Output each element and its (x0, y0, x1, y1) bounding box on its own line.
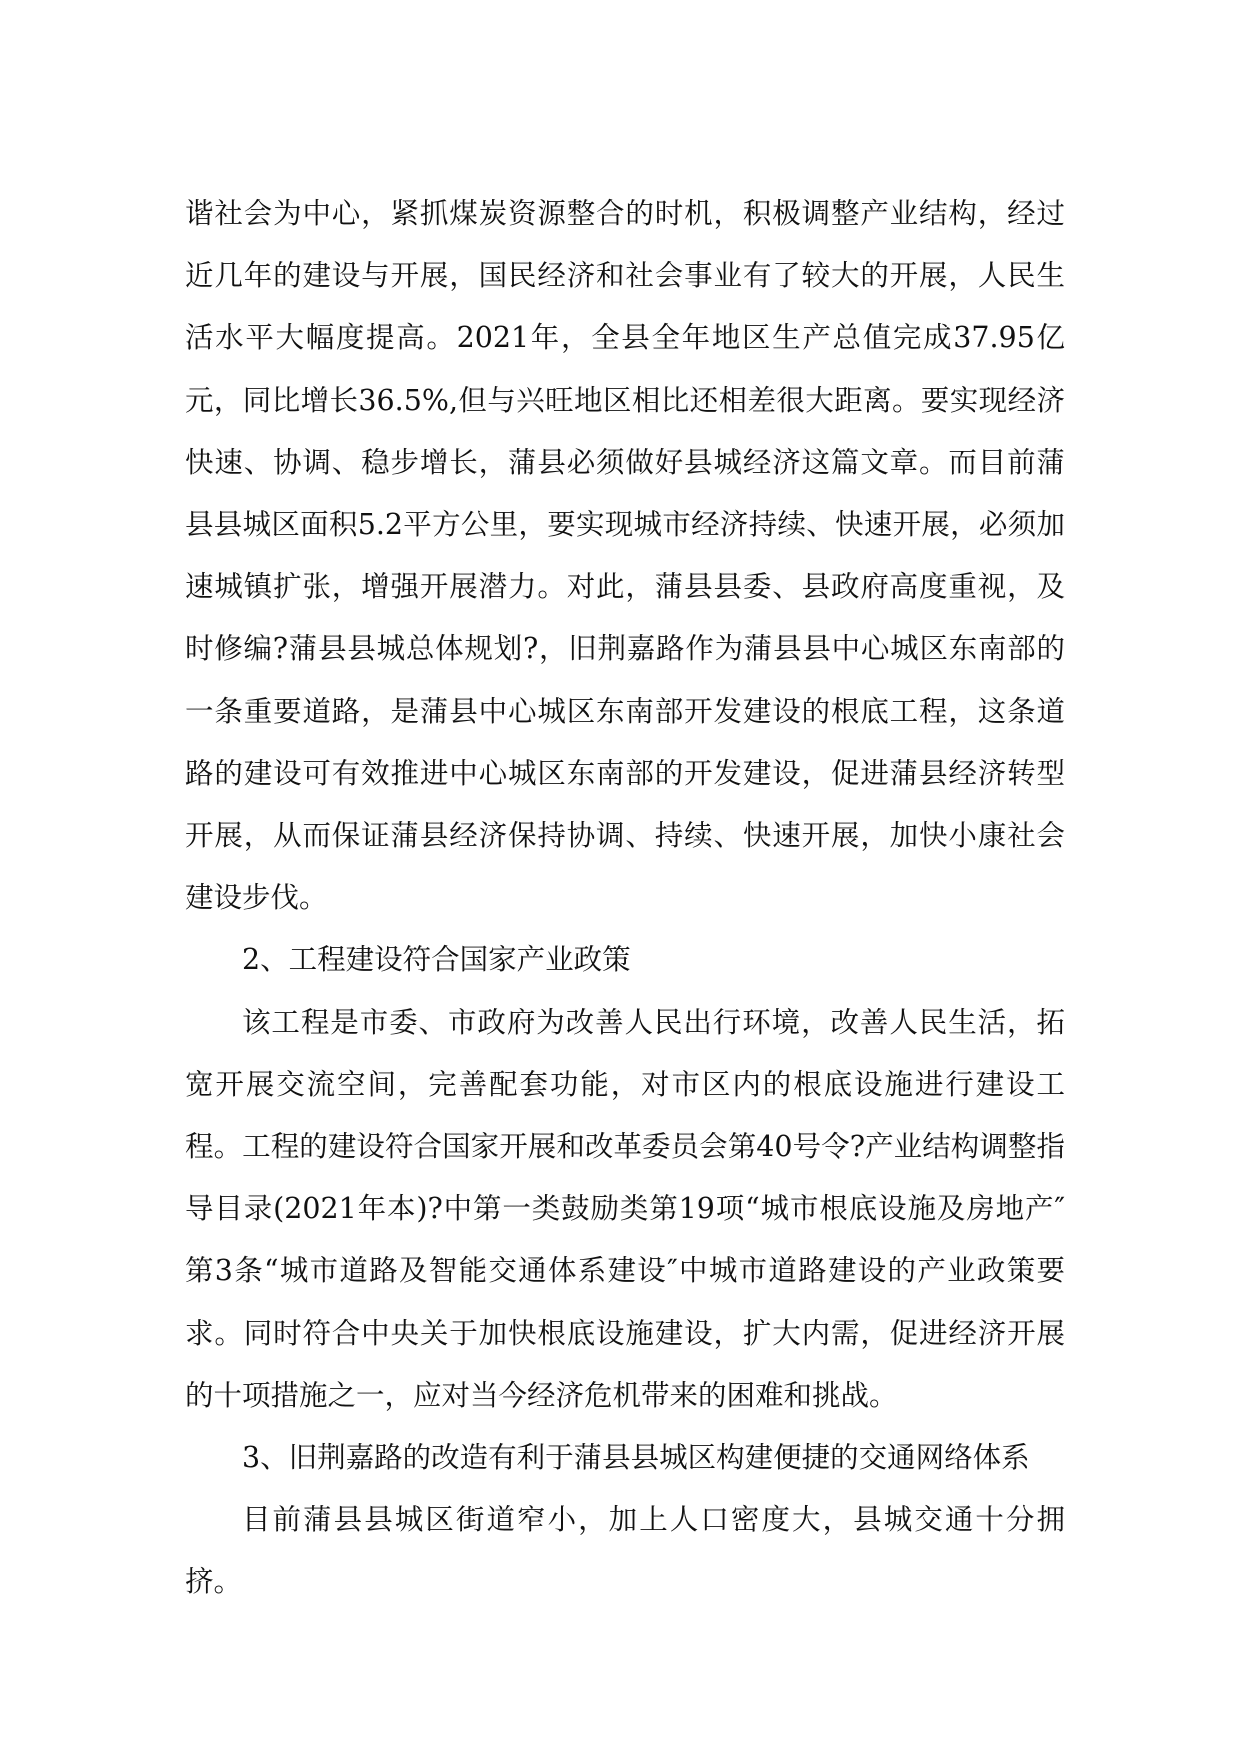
section-heading-3: 3、旧荆嘉路的改造有利于蒲县县城区构建便捷的交通网络体系 (242, 1441, 1030, 1475)
document-body (185, 183, 1065, 1614)
body-paragraph-3: 目前蒲县县城区街道窄小，加上人口密度大，县城交通十分拥挤。 (185, 1503, 1065, 1599)
body-paragraph-2: 该工程是市委、市政府为改善人民出行环境，改善人民生活，拓宽开展交流空间，完善配套功能，对市区内的根底设施进行建设工程。工程的建设符合国家开展和改革委员会第40号令?产业结构调整指导目录(2021年本)?中第一类鼓励类第19项“城市根底设施及房地产″第3条“城市道路及智能交通体系建设″中城市道路建设的产业政策要求。同时符合中央关于加快根底设施建设，扩大内需，促进经济开展的十项措施之一，应对当今经济危机带来的困难和挑战。 (185, 1005, 1065, 1412)
body-paragraph-1: 谐社会为中心，紧抓煤炭资源整合的时机，积极调整产业结构，经过近几年的建设与开展，国民经济和社会事业有了较大的开展，人民生活水平大幅度提高。2021年，全县全年地区生产总值完成37.95亿元，同比增长36.5%,但与兴旺地区相比还相差很大距离。要实现经济快速、协调、稳步增长，蒲县必须做好县城经济这篇文章。而目前蒲县县城区面积5.2平方公里，要实现城市经济持续、快速开展，必须加速城镇扩张，增强开展潜力。对此，蒲县县委、县政府高度重视，及时修编?蒲县县城总体规划?，旧荆嘉路作为蒲县县中心城区东南部的一条重要道路，是蒲县中心城区东南部开发建设的根底工程，这条道路的建设可有效推进中心城区东南部的开发建设，促进蒲县经济转型开展，从而保证蒲县经济保持协调、持续、快速开展，加快小康社会建设步伐。 (185, 197, 1065, 915)
section-heading-2: 2、工程建设符合国家产业政策 (242, 943, 631, 977)
